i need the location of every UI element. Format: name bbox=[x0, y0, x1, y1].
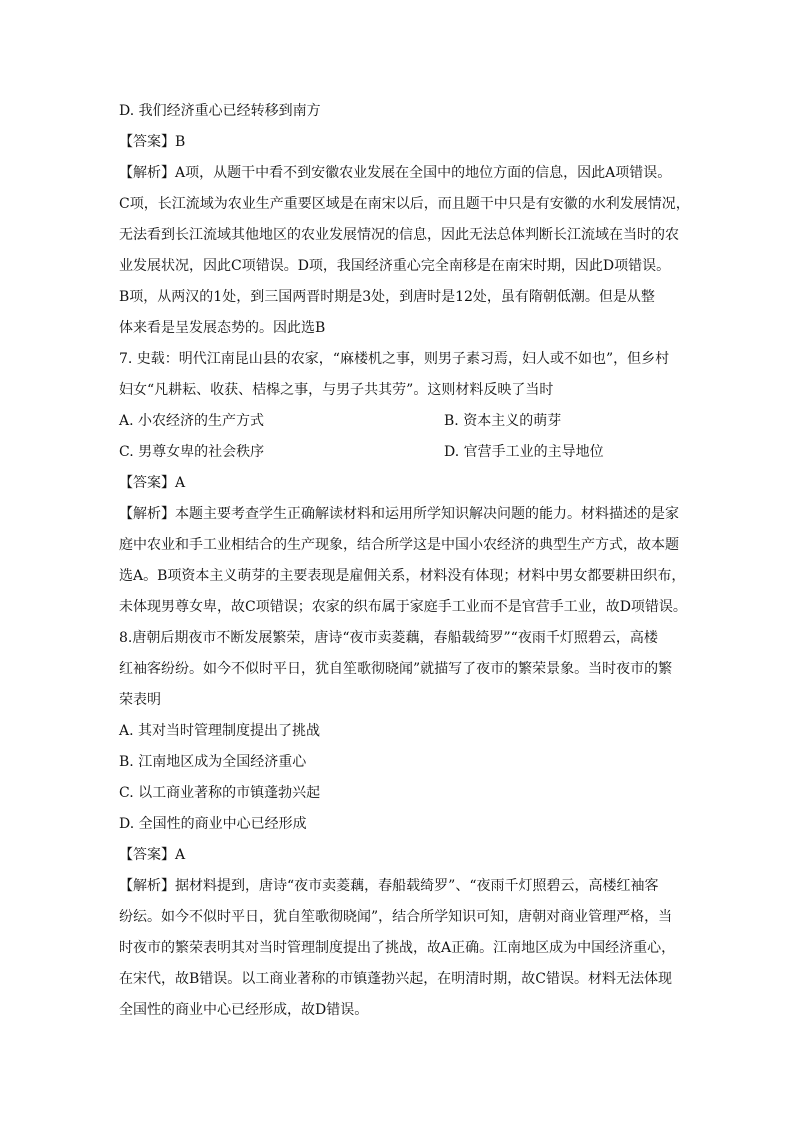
q6-analysis-line: 【解析】A项，从题干中看不到安徽农业发展在全国中的地位方面的信息，因此A项错误。 bbox=[119, 165, 672, 181]
q8-option-b: B. 江南地区成为全国经济重心 bbox=[119, 754, 307, 770]
q7-analysis-line: 选A。B项资本主义萌芽的主要表现是雇佣关系，材料没有体现；材料中男女都要耕田织布， bbox=[119, 568, 686, 584]
q8-analysis-line: 时夜市的繁荣表明其对当时管理制度提出了挑战，故A正确。江南地区成为中国经济重心， bbox=[119, 940, 676, 956]
q6-analysis-line: 无法看到长江流域其他地区的农业发展情况的信息，因此无法总体判断长江流域在当时的农 bbox=[119, 227, 679, 243]
q7-analysis-line: 庭中农业和手工业相结合的生产现象，结合所学这是中国小农经济的典型生产方式，故本题 bbox=[119, 537, 679, 553]
q8-analysis-line: 纷纭。如今不似时平日，犹自笙歌彻晓闻”，结合所学知识可知，唐朝对商业管理严格，当 bbox=[119, 909, 673, 925]
q6-analysis-line: 业发展状况，因此C项错误。D项，我国经济重心完全南移是在南宋时期，因此D项错误。 bbox=[119, 258, 671, 274]
q6-answer: 【答案】B bbox=[119, 134, 186, 150]
q8-analysis-line: 【解析】据材料提到，唐诗“夜市卖菱藕，春船载绮罗”、“夜雨千灯照碧云，高楼红袖客 bbox=[119, 878, 659, 894]
q8-stem-line: 红袖客纷纷。如今不似时平日，犹自笙歌彻晓闻”就描写了夜市的繁荣景象。当时夜市的繁 bbox=[119, 661, 673, 677]
q8-stem-line: 荣表明 bbox=[119, 692, 161, 708]
q8-analysis-line: 全国性的商业中心已经形成，故D错误。 bbox=[119, 1002, 369, 1018]
q8-stem-line: 8.唐朝后期夜市不断发展繁荣，唐诗“夜市卖菱藕，春船载绮罗”“夜雨千灯照碧云，高楼 bbox=[119, 630, 658, 646]
q6-analysis-line: B项，从两汉的1处，到三国两晋时期是3处，到唐时是12处，虽有隋朝低潮。但是从整 bbox=[119, 289, 655, 305]
q8-option-c: C. 以工商业著称的市镇蓬勃兴起 bbox=[119, 785, 321, 801]
q7-analysis-line: 未体现男尊女卑，故C项错误；农家的织布属于家庭手工业而不是官营手工业，故D项错误。 bbox=[119, 599, 687, 615]
q7-stem-line: 妇女“凡耕耘、收获、桔槔之事，与男子共其劳”。这则材料反映了当时 bbox=[119, 382, 554, 398]
q7-options-row bbox=[119, 437, 675, 468]
q6-analysis-line: C项，长江流域为农业生产重要区域是在南宋以后，而且题干中只是有安徽的水利发展情况， bbox=[119, 196, 690, 212]
q7-option-c: C. 男尊女卑的社会秩序 bbox=[119, 444, 265, 460]
q7-stem-line: 7. 史载：明代江南昆山县的农家，“麻楼机之事，则男子素习焉，妇人或不如也”，但乡村 bbox=[119, 351, 670, 367]
q7-answer: 【答案】A bbox=[119, 475, 186, 491]
q7-option-b: B. 资本主义的萌芽 bbox=[444, 413, 562, 429]
q8-analysis-line: 在宋代，故B错误。以工商业著称的市镇蓬勃兴起，在明清时期，故C错误。材料无法体现 bbox=[119, 971, 672, 987]
q7-option-a: A. 小农经济的生产方式 bbox=[119, 413, 265, 429]
q6-analysis-line: 体来看是呈发展态势的。因此选B bbox=[119, 320, 326, 336]
q6-option-d: D. 我们经济重心已经转移到南方 bbox=[119, 103, 321, 119]
q7-option-d: D. 官营手工业的主导地位 bbox=[444, 444, 604, 460]
q8-option-a: A. 其对当时管理制度提出了挑战 bbox=[119, 723, 321, 739]
q7-options-row bbox=[119, 406, 675, 437]
document-page bbox=[119, 96, 690, 1026]
q8-option-d: D. 全国性的商业中心已经形成 bbox=[119, 816, 307, 832]
q8-answer: 【答案】A bbox=[119, 847, 186, 863]
q7-analysis-line: 【解析】本题主要考查学生正确解读材料和运用所学知识解决问题的能力。材料描述的是家 bbox=[119, 506, 679, 522]
